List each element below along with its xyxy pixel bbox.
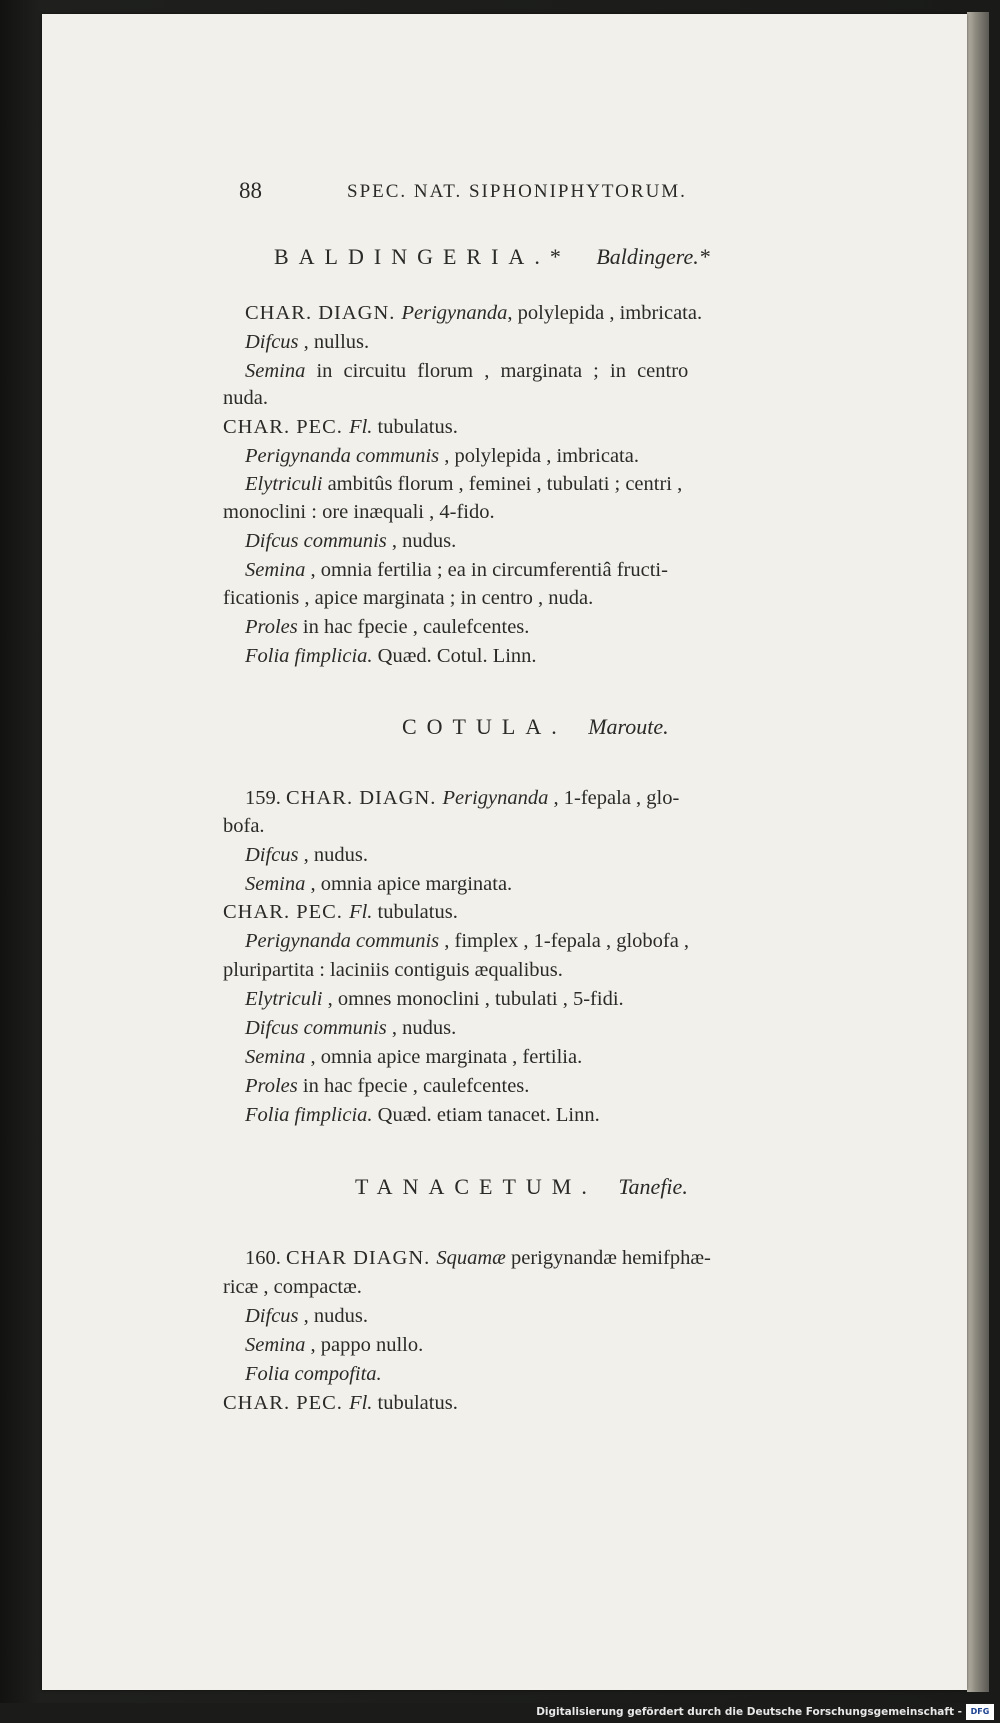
- text-line: Difcus , nullus.: [245, 331, 370, 353]
- text-line: Difcus , nudus.: [245, 1305, 369, 1327]
- page-number: 88: [239, 178, 262, 203]
- text-line: Proles in hac fpecie , caulefcentes.: [245, 1075, 530, 1097]
- text-line: Semina , pappo nullo.: [245, 1334, 424, 1356]
- genus-name: TANACETUM.: [355, 1174, 597, 1199]
- text-line: Perigynanda communis , polylepida , imbricata.: [245, 445, 639, 467]
- book-page: [42, 14, 967, 1690]
- text-line: Folia fimplicia. Quæd. Cotul. Linn.: [245, 645, 537, 667]
- text-line: 159. CHAR. DIAGN. Perigynanda , 1-fepala , glo-: [245, 787, 680, 809]
- text-line: Semina , omnia fertilia ; ea in circumferentiâ fructi-: [245, 559, 668, 581]
- genus-heading-cotula: [402, 714, 669, 740]
- genus-heading-tanacetum: [355, 1174, 688, 1200]
- digitization-credit: Digitalisierung gefördert durch die Deutsche Forschungsgemeinschaft -: [536, 1706, 962, 1718]
- genus-heading-baldingeria: [274, 244, 710, 270]
- text-line: CHAR. DIAGN. Perigynanda, polylepida , imbricata.: [245, 302, 703, 324]
- text-line: CHAR. PEC. Fl. tubulatus.: [223, 1392, 458, 1414]
- text-line: Folia fimplicia. Quæd. etiam tanacet. Linn.: [245, 1104, 600, 1126]
- text-line: bofa.: [223, 815, 265, 837]
- common-name: Baldingere.*: [596, 244, 710, 269]
- text-line: ficationis , apice marginata ; in centro , nuda.: [223, 587, 594, 609]
- text-line: Difcus communis , nudus.: [245, 530, 457, 552]
- text-line: CHAR. PEC. Fl. tubulatus.: [223, 901, 458, 923]
- text-line: Difcus , nudus.: [245, 844, 369, 866]
- text-line: 160. CHAR DIAGN. Squamæ perigynandæ hemifphæ-: [245, 1247, 711, 1269]
- genus-name: COTULA.: [402, 714, 567, 739]
- text-line: Folia compofita.: [245, 1363, 382, 1385]
- dfg-logo: DFG: [966, 1704, 994, 1720]
- text-line: Elytriculi ambitûs florum , feminei , tubulati ; centri ,: [245, 473, 683, 495]
- text-line: nuda.: [223, 387, 268, 409]
- book-page-edge: [967, 12, 989, 1692]
- text-line: ricæ , compactæ.: [223, 1276, 362, 1298]
- text-line: CHAR. PEC. Fl. tubulatus.: [223, 416, 458, 438]
- running-title: SPEC. NAT. SIPHONIPHYTORUM.: [347, 181, 687, 202]
- text-line: pluripartita : laciniis contiguis æqualibus.: [223, 959, 563, 981]
- text-line: Proles in hac fpecie , caulefcentes.: [245, 616, 530, 638]
- text-line: Semina , omnia apice marginata.: [245, 873, 513, 895]
- common-name: Tanefie.: [618, 1174, 688, 1199]
- text-line: Semina in circuitu florum , marginata ; in centro: [245, 360, 689, 382]
- text-line: Semina , omnia apice marginata , fertilia.: [245, 1046, 583, 1068]
- text-line: Difcus communis , nudus.: [245, 1017, 457, 1039]
- common-name: Maroute.: [588, 714, 669, 739]
- genus-name: BALDINGERIA.*: [274, 244, 571, 269]
- text-line: Perigynanda communis , fimplex , 1-fepala , globofa ,: [245, 930, 690, 952]
- text-line: monoclini : ore inæquali , 4-fido.: [223, 501, 495, 523]
- text-line: Elytriculi , omnes monoclini , tubulati , 5-fidi.: [245, 988, 624, 1010]
